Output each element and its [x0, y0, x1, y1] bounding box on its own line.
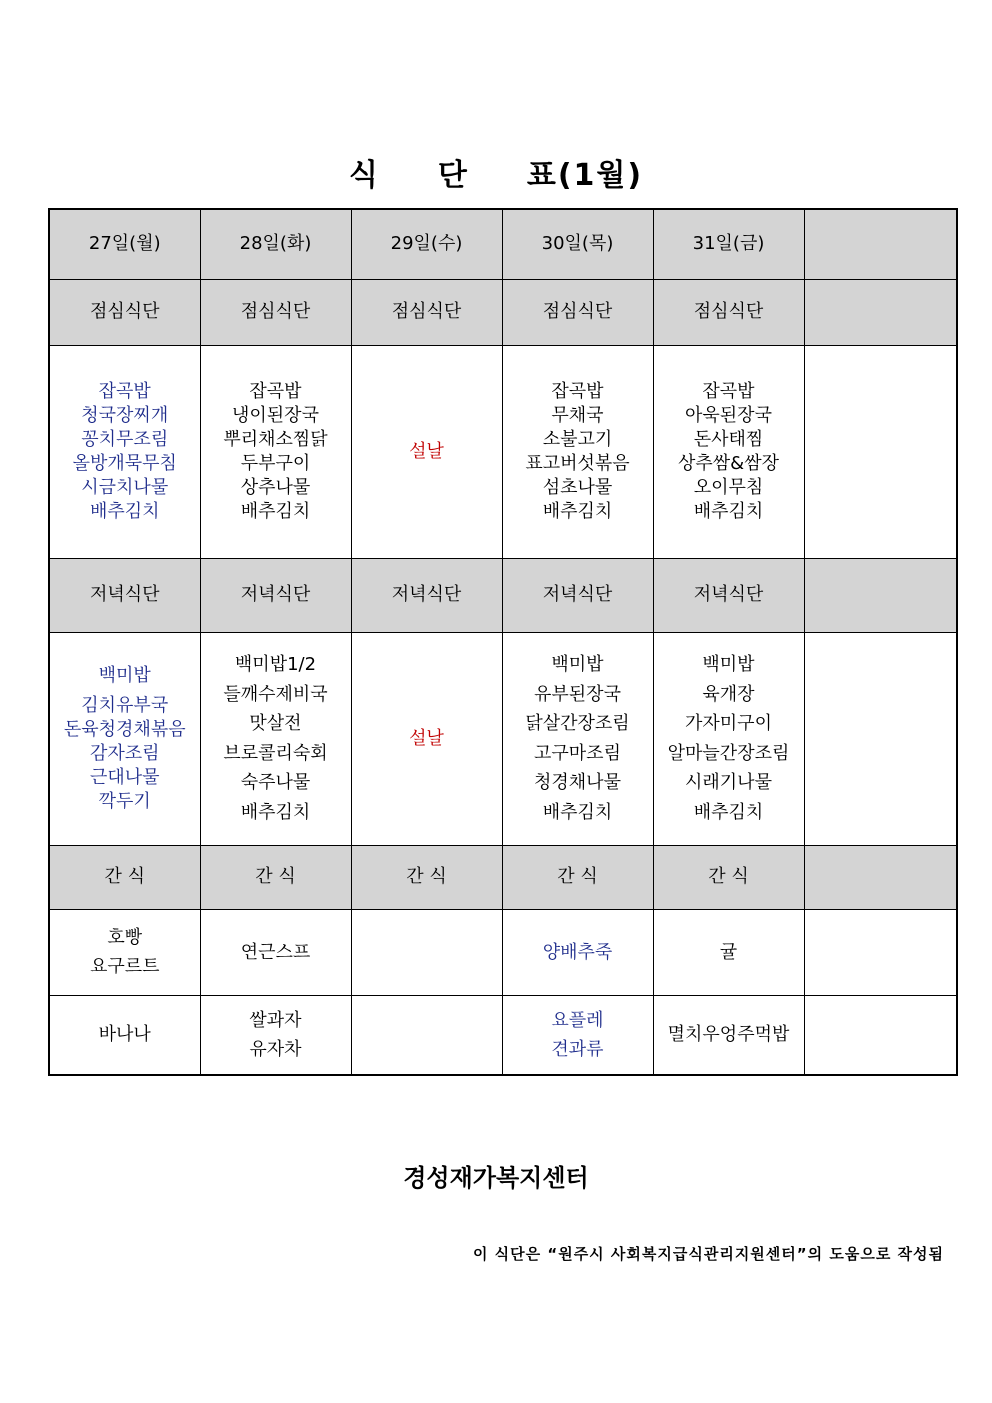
menu-item: 맛살전: [249, 713, 302, 734]
menu-item: 배추김치: [693, 801, 764, 823]
menu-item: 돈사태찜: [693, 428, 764, 450]
menu-item: 배추김치: [542, 500, 613, 522]
menu-item: 상추나물: [240, 476, 311, 498]
snack-cell: [653, 909, 804, 995]
snack-item: 쌀과자: [249, 1009, 302, 1031]
dinner-holiday-cell: [351, 632, 502, 845]
menu-item: 배추김치: [89, 500, 160, 522]
snack-item: 양배추죽: [542, 941, 613, 963]
dinner-menu-cell: [502, 632, 653, 845]
menu-item: 소불고기: [542, 428, 613, 450]
lunch-holiday-cell: [351, 345, 502, 558]
menu-item: 감자조림: [89, 742, 160, 764]
empty-cell: [804, 345, 957, 558]
menu-item: 닭살간장조림: [525, 713, 630, 734]
dinner-label: 저녁식단: [200, 558, 351, 632]
dinner-menu-cell: [200, 632, 351, 845]
empty-cell: [351, 909, 502, 995]
empty-cell: [804, 845, 957, 909]
snack-label-row: [49, 845, 957, 909]
snack-item: 호빵: [107, 927, 143, 948]
empty-cell: [804, 279, 957, 345]
snack-cell: [502, 995, 653, 1075]
menu-item: 백미밥1/2: [234, 654, 317, 675]
snack-cell: [502, 909, 653, 995]
dinner-label-row: [49, 558, 957, 632]
page-title: [0, 150, 992, 194]
holiday-label: 설날: [409, 440, 444, 462]
menu-item: 근대나물: [89, 766, 160, 788]
menu-item: 뿌리채소찜닭: [223, 428, 328, 450]
empty-cell: [804, 995, 957, 1075]
menu-item: 배추김치: [240, 801, 311, 823]
menu-item: 알마늘간장조림: [667, 742, 790, 764]
menu-item: 상추쌈&쌈장: [678, 452, 779, 474]
lunch-menu-cell: [200, 345, 351, 558]
menu-item: 브로콜리숙회: [223, 742, 328, 764]
day-header: 31일(금): [653, 209, 804, 279]
lunch-menu-cell: [653, 345, 804, 558]
snack-cell: [200, 909, 351, 995]
menu-item: 배추김치: [542, 801, 613, 823]
menu-item: 시래기나물: [685, 772, 772, 793]
menu-item: 아욱된장국: [685, 404, 772, 426]
menu-item: 표고버섯볶음: [525, 452, 630, 474]
lunch-label: 점심식단: [351, 279, 502, 345]
snack-item: 요플레: [551, 1009, 604, 1031]
menu-item: 김치유부국: [81, 694, 169, 716]
center-name: 경성재가복지센터: [403, 1164, 589, 1192]
menu-item: 배추김치: [240, 500, 311, 522]
menu-item: 시금치나물: [81, 476, 169, 498]
menu-item: 돈육청경채볶음: [63, 718, 186, 740]
lunch-label: 점심식단: [49, 279, 200, 345]
menu-item: 육개장: [702, 683, 755, 705]
dinner-label: 저녁식단: [49, 558, 200, 632]
day-header: 29일(수): [351, 209, 502, 279]
lunch-menu-cell: [502, 345, 653, 558]
dinner-menu-cell: [49, 632, 200, 845]
day-header: 27일(월): [49, 209, 200, 279]
day-header-row: [49, 209, 957, 279]
menu-item: 백미밥: [98, 664, 151, 686]
menu-item: 유부된장국: [534, 683, 621, 705]
snack-item: 유자차: [249, 1038, 302, 1060]
snack-label: 간 식: [200, 845, 351, 909]
lunch-label: 점심식단: [653, 279, 804, 345]
snack-cell: [49, 909, 200, 995]
lunch-menu-row: [49, 345, 957, 558]
day-header: 28일(화): [200, 209, 351, 279]
dinner-label: 저녁식단: [653, 558, 804, 632]
snack-cell: [653, 995, 804, 1075]
menu-item: 배추김치: [693, 500, 764, 522]
menu-item: 숙주나물: [240, 772, 311, 793]
lunch-label-row: [49, 279, 957, 345]
empty-cell: [804, 909, 957, 995]
snack-item: 요구르트: [89, 956, 160, 977]
title-part-3: 표(1월): [526, 158, 644, 193]
menu-item: 올방개묵무침: [72, 452, 177, 474]
day-header: 30일(목): [502, 209, 653, 279]
empty-cell: [351, 995, 502, 1075]
snack-cell: [49, 995, 200, 1075]
menu-item: 섬초나물: [542, 476, 613, 498]
menu-item: 들깨수제비국: [223, 683, 328, 705]
menu-item: 꽁치무조림: [81, 428, 169, 450]
menu-table: [48, 208, 958, 1076]
holiday-label: 설날: [409, 727, 444, 749]
menu-item: 백미밥: [551, 654, 604, 675]
menu-item: 냉이된장국: [232, 404, 319, 426]
snack1-row: [49, 909, 957, 995]
lunch-label: 점심식단: [200, 279, 351, 345]
menu-item: 백미밥: [702, 654, 755, 675]
snack-label: 간 식: [653, 845, 804, 909]
title-part-2: 단: [437, 158, 469, 193]
snack-label: 간 식: [49, 845, 200, 909]
dinner-menu-cell: [653, 632, 804, 845]
menu-item: 고구마조림: [534, 742, 621, 764]
empty-cell: [804, 632, 957, 845]
menu-item: 잡곡밥: [98, 380, 151, 402]
snack-item: 견과류: [551, 1038, 604, 1060]
empty-cell: [804, 558, 957, 632]
day-header: [804, 209, 957, 279]
snack-item: 멸치우엉주먹밥: [667, 1024, 790, 1046]
menu-item: 잡곡밥: [702, 380, 755, 402]
snack-item: 귤: [719, 941, 738, 963]
dinner-label: 저녁식단: [351, 558, 502, 632]
menu-item: 오이무침: [693, 476, 764, 498]
menu-item: 깍두기: [98, 790, 151, 812]
snack-item: 연근스프: [240, 941, 311, 963]
title-part-1: 식: [348, 158, 380, 193]
dinner-menu-row: [49, 632, 957, 845]
lunch-menu-cell: [49, 345, 200, 558]
snack-cell: [200, 995, 351, 1075]
menu-item: 가자미구이: [685, 713, 772, 734]
dinner-label: 저녁식단: [502, 558, 653, 632]
credit-note: 이 식단은 “원주시 사회복지급식관리지원센터”의 도움으로 작성됨: [472, 1245, 944, 1263]
lunch-label: 점심식단: [502, 279, 653, 345]
snack-item: 바나나: [98, 1024, 151, 1046]
menu-item: 무채국: [551, 404, 604, 426]
snack-label: 간 식: [351, 845, 502, 909]
menu-item: 청국장찌개: [81, 404, 169, 426]
menu-item: 잡곡밥: [249, 380, 302, 402]
menu-item: 청경채나물: [534, 772, 621, 793]
menu-item: 두부구이: [240, 452, 311, 474]
snack-label: 간 식: [502, 845, 653, 909]
menu-item: 잡곡밥: [551, 380, 604, 402]
snack2-row: [49, 995, 957, 1075]
